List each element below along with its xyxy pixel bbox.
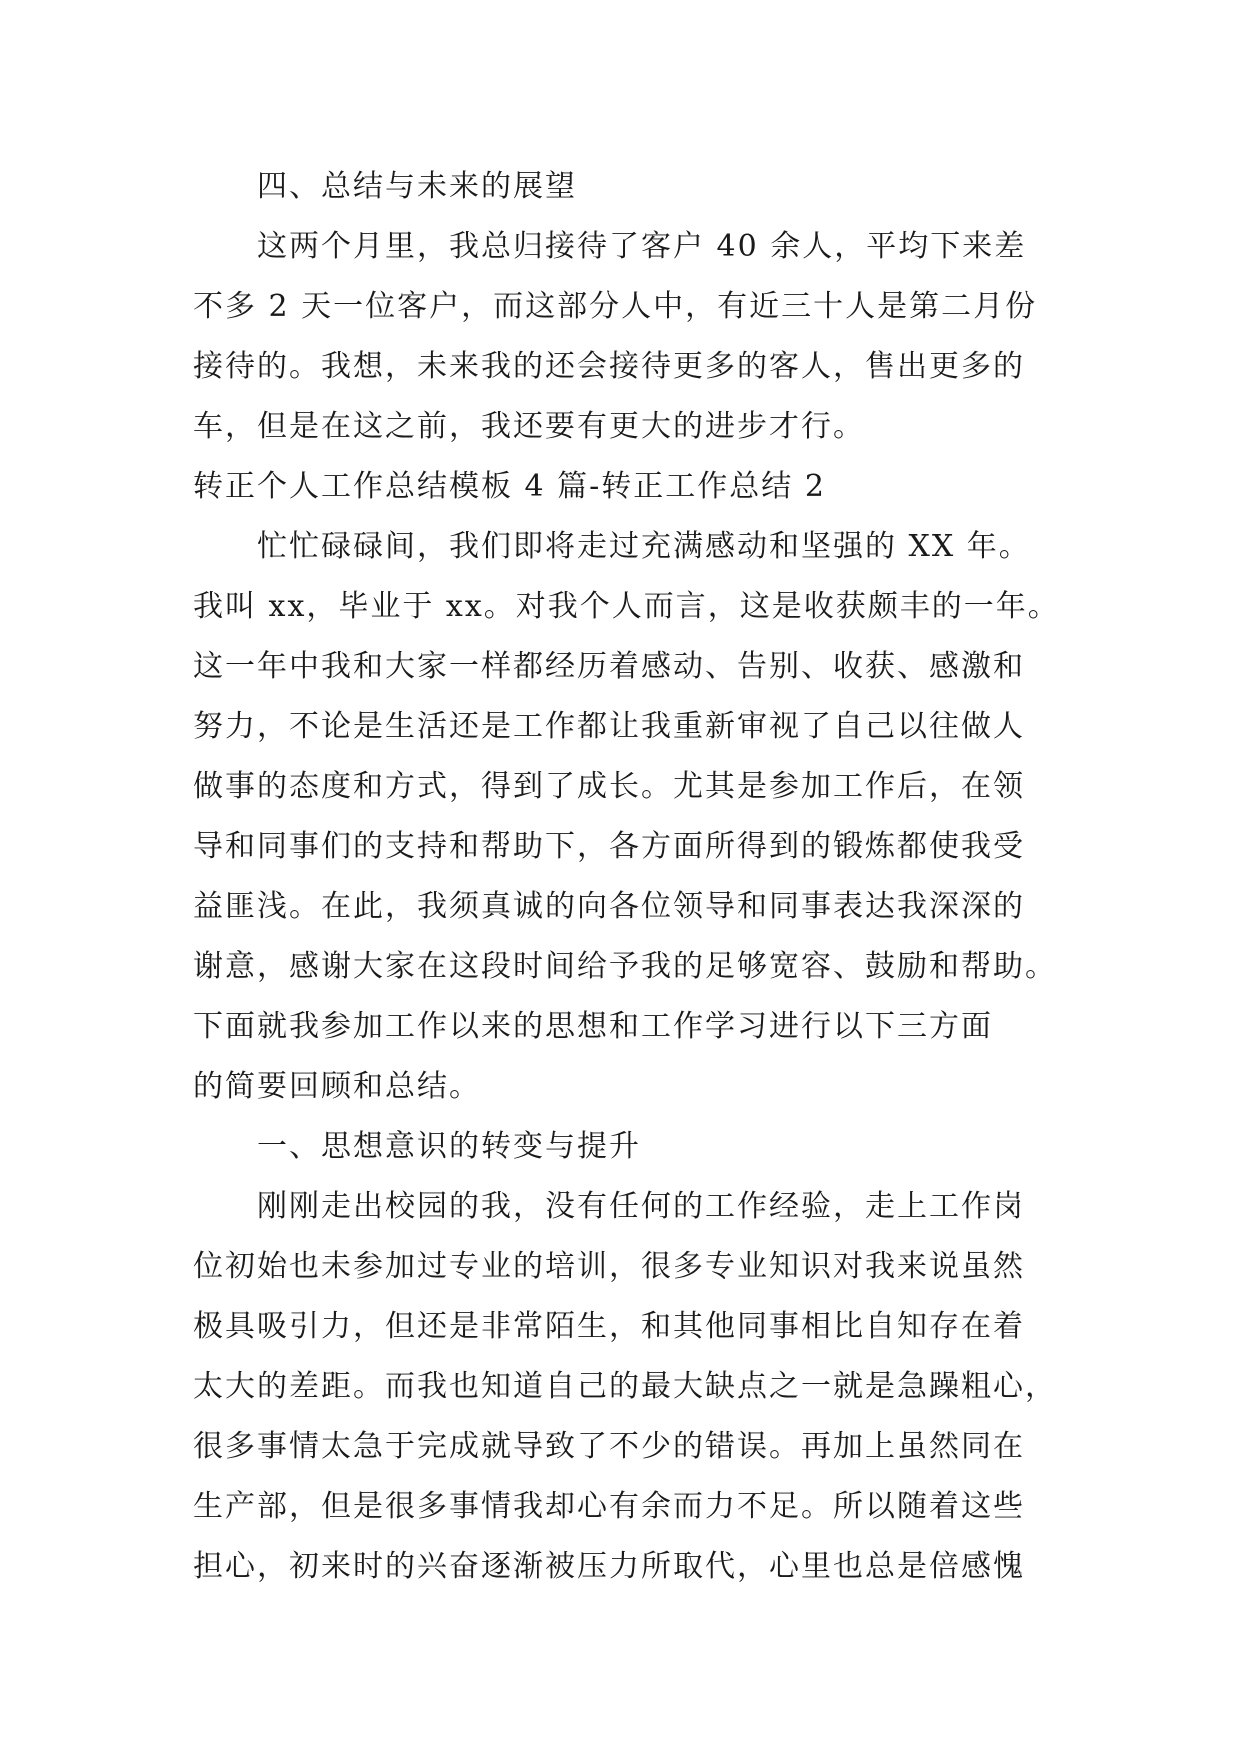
paragraph-line: 担心，初来时的兴奋逐渐被压力所取代，心里也总是倍感愧 xyxy=(193,1549,1025,1584)
paragraph-line: 这两个月里，我总归接待了客户 40 余人，平均下来差 xyxy=(257,229,1027,264)
paragraph-line: 接待的。我想，未来我的还会接待更多的客人，售出更多的 xyxy=(193,349,1025,384)
paragraph-line: 车，但是在这之前，我还要有更大的进步才行。 xyxy=(193,409,865,444)
paragraph-line: 不多 2 天一位客户，而这部分人中，有近三十人是第二月份 xyxy=(193,289,1038,324)
paragraph-line: 刚刚走出校园的我，没有任何的工作经验，走上工作岗 xyxy=(257,1189,1025,1224)
paragraph-line: 忙忙碌碌间，我们即将走过充满感动和坚强的 XX 年。 xyxy=(257,529,1031,564)
paragraph-line: 很多事情太急于完成就导致了不少的错误。再加上虽然同在 xyxy=(193,1429,1025,1464)
paragraph-line: 这一年中我和大家一样都经历着感动、告别、收获、感激和 xyxy=(193,649,1025,684)
article-title: 转正个人工作总结模板 4 篇-转正工作总结 2 xyxy=(193,469,826,504)
paragraph-line: 太大的差距。而我也知道自己的最大缺点之一就是急躁粗心， xyxy=(193,1369,1057,1404)
paragraph-line: 位初始也未参加过专业的培训，很多专业知识对我来说虽然 xyxy=(193,1249,1025,1284)
paragraph-line: 导和同事们的支持和帮助下，各方面所得到的锻炼都使我受 xyxy=(193,829,1025,864)
paragraph-line: 下面就我参加工作以来的思想和工作学习进行以下三方面 xyxy=(193,1009,993,1044)
paragraph-line: 我叫 xx，毕业于 xx。对我个人而言，这是收获颇丰的一年。 xyxy=(193,589,1060,624)
paragraph-line: 益匪浅。在此，我须真诚的向各位领导和同事表达我深深的 xyxy=(193,889,1025,924)
paragraph-line: 做事的态度和方式，得到了成长。尤其是参加工作后，在领 xyxy=(193,769,1025,804)
section-heading-mindset: 一、思想意识的转变与提升 xyxy=(257,1129,641,1164)
paragraph-line: 努力，不论是生活还是工作都让我重新审视了自己以往做人 xyxy=(193,709,1025,744)
paragraph-line: 生产部，但是很多事情我却心有余而力不足。所以随着这些 xyxy=(193,1489,1025,1524)
paragraph-line: 谢意，感谢大家在这段时间给予我的足够宽容、鼓励和帮助。 xyxy=(193,949,1057,984)
paragraph-line: 极具吸引力，但还是非常陌生，和其他同事相比自知存在着 xyxy=(193,1309,1025,1344)
paragraph-line: 的简要回顾和总结。 xyxy=(193,1069,481,1104)
section-heading-summary-outlook: 四、总结与未来的展望 xyxy=(257,169,577,204)
document-body xyxy=(193,157,1060,1597)
